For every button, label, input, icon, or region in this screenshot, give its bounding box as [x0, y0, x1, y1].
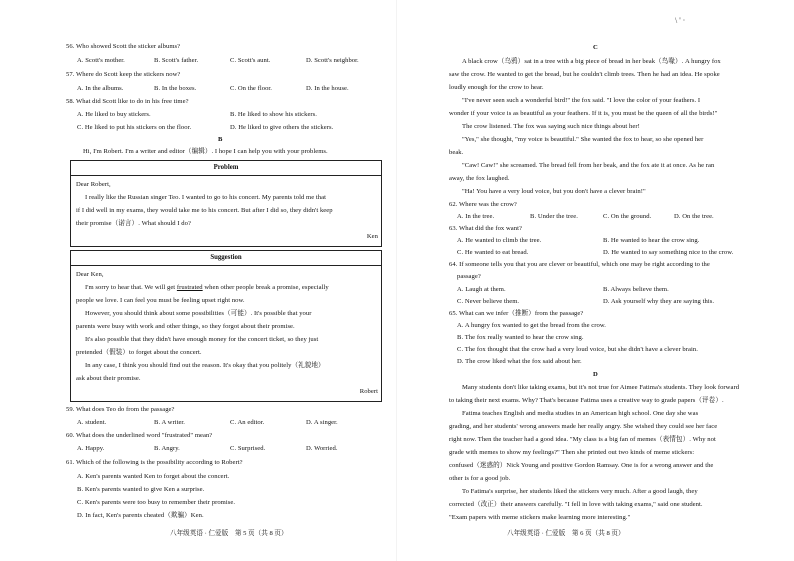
q56-option-d: D. Scott's neighbor. [306, 57, 359, 64]
q65-option-b: B. The fox really wanted to hear the crow sing. [457, 334, 584, 341]
q58-text: 58. What did Scott like to do in his free time? [66, 98, 189, 105]
passage-c-line: The crow listened. The fox was saying such nice things about her! [462, 123, 640, 130]
q57-option-b: B. In the boxes. [154, 85, 197, 92]
q56-option-a: A. Scott's mother. [77, 57, 125, 64]
q58-option-b: B. He liked to show his stickers. [230, 111, 317, 118]
suggestion-title: Suggestion [210, 254, 242, 261]
passage-c-line: wonder if your voice is as beautiful as your feathers. If it is, you must be the queen of all the birds!" [449, 110, 718, 117]
right-page [397, 0, 794, 561]
suggestion-line: parents were busy with work and other things, so they forgot about their promise. [76, 323, 295, 330]
passage-d-line: grading, and her students' wrong answers made her really angry. She wished they could see her face [449, 423, 718, 430]
passage-c-line: "I've never seen such a wonderful bird!" the fox said. "I love the color of your feathers. I [462, 97, 701, 104]
section-d-heading: D [593, 371, 598, 378]
q61-text: 61. Which of the following is the possibility according to Robert? [66, 459, 243, 466]
q56-option-c: C. Scott's aunt. [230, 57, 271, 64]
problem-divider [71, 175, 381, 176]
problem-line: I really like the Russian singer Teo. I wanted to go to his concert. My parents told me that [85, 194, 326, 201]
underlined-word-frustrated: frustrated [176, 284, 203, 291]
q65-option-c: C. The fox thought that the crow had a very loud voice, but she didn't have a clever brain. [457, 346, 698, 353]
passage-d-line: To Fatima's surprise, her students liked the stickers very much. After a good laugh, they [462, 488, 698, 495]
suggestion-line: It's also possible that they didn't have enough money for the concert ticket, so they just [85, 336, 319, 343]
q58-option-c: C. He liked to put his stickers on the floor. [77, 124, 192, 131]
q63-text: 63. What did the fox want? [449, 225, 522, 232]
passage-c-line: "Ha! You have a very loud voice, but you don't have a clever brain!" [462, 188, 646, 195]
passage-d-line: confused（迷惑的）Nick Young and positive Gordon Ramsay. One is for a wrong answer and the [449, 462, 714, 469]
q58-option-d: D. He liked to give others the stickers. [230, 124, 334, 131]
suggestion-line: ask about their promise. [76, 375, 141, 382]
q62-text: 62. Where was the crow? [449, 201, 517, 208]
q64-option-d: D. Ask yourself why they are saying this. [603, 298, 715, 305]
page-footer-left: 八年级英语 · 仁爱版 第 5 页（共 8 页） [170, 530, 288, 537]
q60-option-a: A. Happy. [77, 445, 105, 452]
passage-c-line: "Yes," she thought, "my voice is beautiful." She wanted the fox to hear, so she opened her [462, 136, 704, 143]
suggestion-line: pretended（假装）to forget about the concert. [76, 349, 202, 356]
passage-d-line: corrected（改正）their answers carefully. "I fell in love with taking exams," said one student. [449, 501, 703, 508]
q64-text-cont: passage? [457, 273, 481, 280]
passage-d-line: grade with memes to show my feelings?" Then she printed out two kinds of meme stickers: [449, 449, 695, 456]
suggestion-line [85, 284, 329, 292]
q65-option-a: A. A hungry fox wanted to get the bread from the crow. [457, 322, 606, 329]
q63-option-c: C. He wanted to eat bread. [457, 249, 529, 256]
q59-option-b: B. A writer. [154, 419, 186, 426]
passage-c-line: beak. [449, 149, 464, 156]
problem-line: Dear Robert, [76, 181, 111, 188]
q62-option-b: B. Under the tree. [530, 213, 578, 220]
q65-text: 65. What can we infer（推断）from the passage? [449, 310, 584, 317]
q61-option-d: D. In fact, Ken's parents cheated（欺骗）Ken. [77, 512, 204, 519]
scan-marks: \ ' · [675, 16, 686, 25]
q61-option-b: B. Ken's parents wanted to give Ken a surprise. [77, 486, 205, 493]
q60-text: 60. What does the underlined word "frustrated" mean? [66, 432, 213, 439]
q65-option-d: D. The crow liked what the fox said about her. [457, 358, 582, 365]
problem-title: Problem [213, 164, 239, 171]
suggestion-line: people we love. I can feel you must be feeling upset right now. [76, 297, 245, 304]
passage-d-line: right now. Then the teacher had a good idea. "My class is a big fan of memes（表情包）. Why not [449, 436, 716, 443]
problem-line: if I did well in my exams, they would take me to his concert. But after I did so, they didn't keep [76, 207, 333, 214]
passage-d-line: to taking their next exams. Why? That's because Fatima uses a creative way to grade papers（评卷）. [449, 397, 724, 404]
q63-option-a: A. He wanted to climb the tree. [457, 237, 542, 244]
q59-text: 59. What does Teo do from the passage? [66, 406, 175, 413]
passage-d-line: Fatima teaches English and media studies in an American high school. One day she was [462, 410, 699, 417]
problem-box [70, 160, 382, 247]
q61-option-c: C. Ken's parents were too busy to remember their promise. [77, 499, 236, 506]
suggestion-signature: Robert [359, 388, 378, 395]
passage-d-line: Many students don't like taking exams, but it's not true for Aimee Fatima's students. They look forward [462, 384, 740, 391]
q59-option-c: C. An editor. [230, 419, 265, 426]
passage-b-intro: Hi, I'm Robert. I'm a writer and editor（编辑）. I hope I can help you with your problems. [83, 148, 328, 155]
passage-c-line: away, the fox laughed. [449, 175, 510, 182]
q64-option-c: C. Never believe them. [457, 298, 520, 305]
q56-text: 56. Who showed Scott the sticker albums? [66, 43, 181, 50]
q64-text: 64. If someone tells you that you are clever or beautiful, which one may be right according to the [449, 261, 710, 268]
q59-option-a: A. student. [77, 419, 107, 426]
q58-option-a: A. He liked to buy stickers. [77, 111, 151, 118]
q64-option-b: B. Always believe them. [603, 286, 669, 293]
passage-c-line: loudly enough for the crow to hear. [449, 84, 544, 91]
passage-d-line: other is for a good job. [449, 475, 511, 482]
q63-option-b: B. He wanted to hear the crow sing. [603, 237, 700, 244]
passage-c-line: "Caw! Caw!" she screamed. The bread fell from her beak, and the fox ate it at once. As he ran [462, 162, 715, 169]
suggestion-greeting: Dear Ken, [76, 271, 104, 278]
q56-option-b: B. Scott's father. [154, 57, 199, 64]
q60-option-c: C. Surprised. [230, 445, 266, 452]
q64-option-a: A. Laugh at them. [457, 286, 506, 293]
q57-text: 57. Where do Scott keep the stickers now? [66, 71, 181, 78]
q57-option-c: C. On the floor. [230, 85, 273, 92]
q63-option-d: D. He wanted to say something nice to the crow. [603, 249, 734, 256]
problem-line: their promise（诺言）. What should I do? [76, 220, 191, 227]
passage-d-line: "Exam papers with meme stickers make learning more interesting." [449, 514, 631, 521]
passage-c-line: saw the crow. He wanted to get the bread, but he couldn't climb trees. Then he had an idea. He spoke [449, 71, 720, 78]
q61-option-a: A. Ken's parents wanted Ken to forget about the concert. [77, 473, 230, 480]
q62-option-c: C. On the ground. [603, 213, 652, 220]
text-span: when other people break a promise, especially [202, 284, 329, 291]
suggestion-line: In any case, I think you should find out the reason. It's okay that you politely（礼貌地） [85, 362, 325, 369]
problem-signature: Ken [366, 233, 378, 240]
q60-option-d: D. Worried. [306, 445, 338, 452]
q60-option-b: B. Angry. [154, 445, 180, 452]
suggestion-box [70, 250, 382, 402]
text-span: I'm sorry to hear that. We will get [85, 284, 177, 291]
page-footer-right: 八年级英语 · 仁爱版 第 6 页（共 8 页） [507, 530, 625, 537]
q62-option-a: A. In the tree. [457, 213, 495, 220]
suggestion-divider [71, 265, 381, 266]
q57-option-a: A. In the albums. [77, 85, 124, 92]
passage-c-line: A black crow（乌鸦）sat in a tree with a big piece of bread in her beak（鸟喙）. A hungry fox [462, 58, 721, 65]
section-b-heading: B [218, 136, 223, 143]
q62-option-d: D. On the tree. [674, 213, 714, 220]
suggestion-line: However, you should think about some possibilities（可能）. It's possible that your [85, 310, 312, 317]
q59-option-d: D. A singer. [306, 419, 338, 426]
q57-option-d: D. In the house. [306, 85, 349, 92]
section-c-heading: C [593, 44, 598, 51]
